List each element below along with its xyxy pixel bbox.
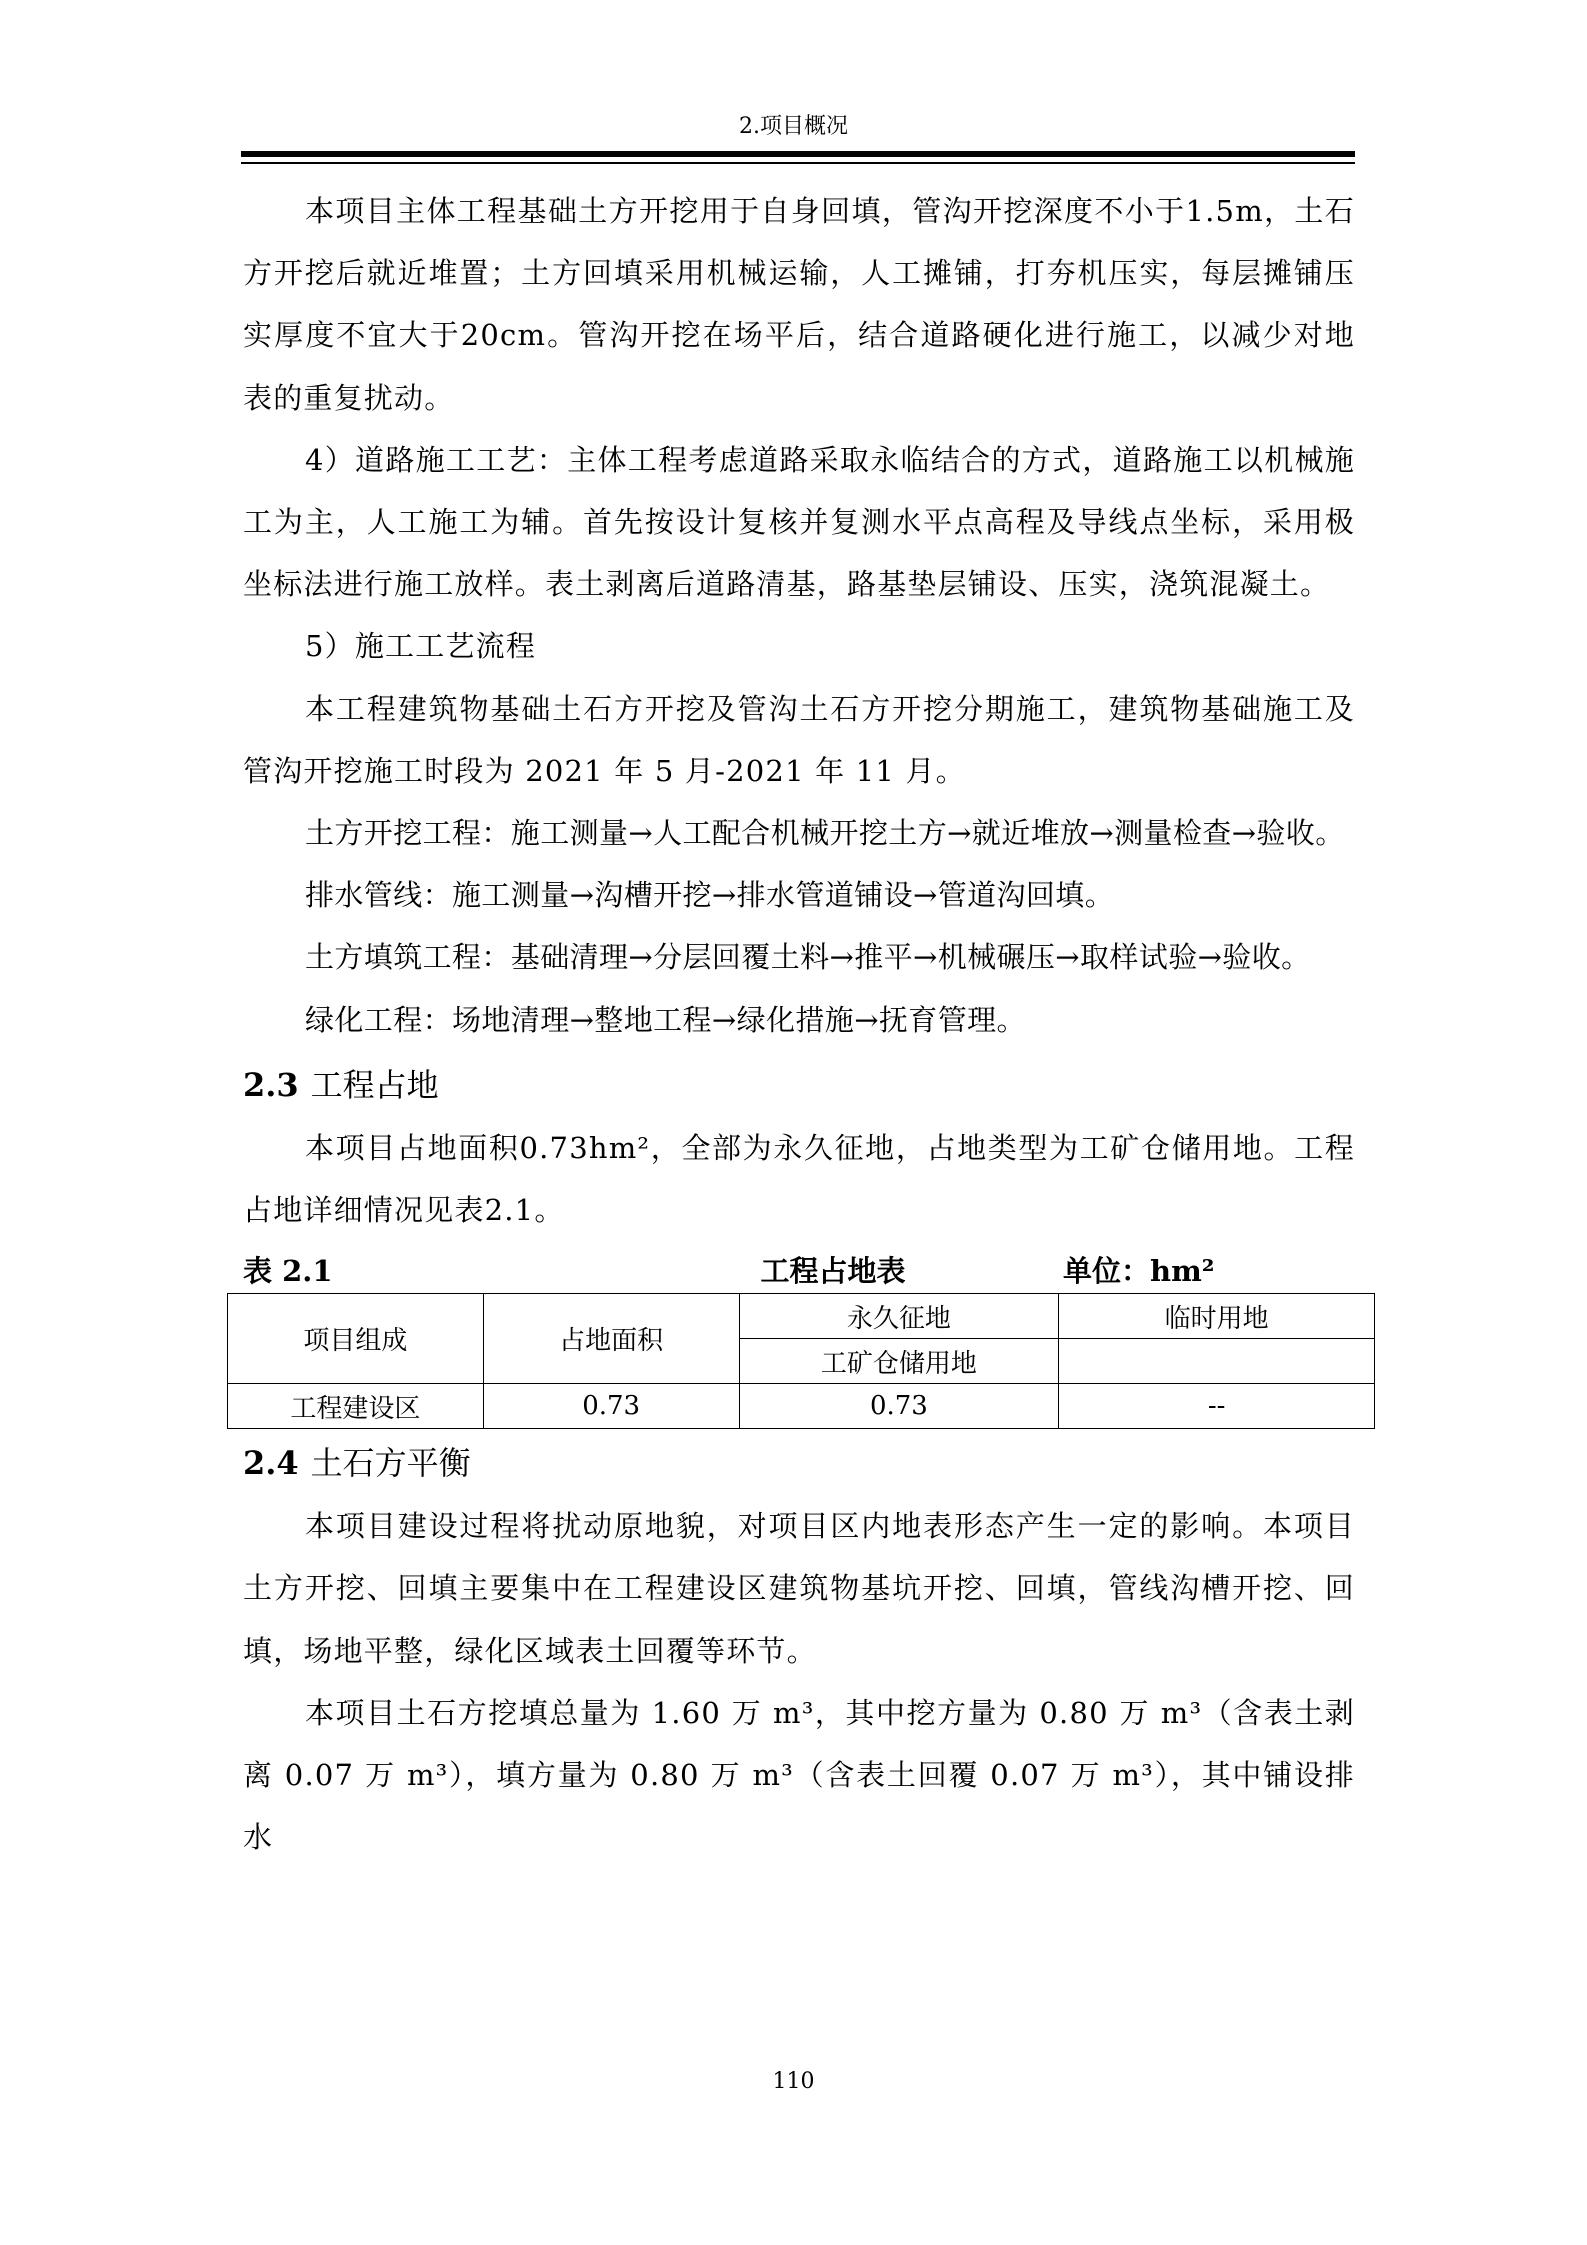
running-header: 2.项目概况 (739, 114, 848, 139)
table-cell: 0.73 (483, 1384, 739, 1429)
header-rule-thin (241, 162, 1355, 164)
header-cell: 临时用地 (1059, 1294, 1375, 1339)
table-title: 工程占地表 (760, 1254, 906, 1289)
header-rule-thick (241, 151, 1355, 157)
section-number: 2.3 (243, 1065, 299, 1104)
table-cell: 工程建设区 (228, 1384, 484, 1429)
section-title: 土石方平衡 (310, 1444, 471, 1483)
paragraph: 4）道路施工工艺：主体工程考虑道路采取永临结合的方式，道路施工以机械施工为主，人工施工为辅。首先按设计复核并复测水平点高程及导线点坐标，采用极坐标法进行施工放样。表土剥离后道路清基，路基垫层铺设、压实，浇筑混凝土。 (243, 442, 1355, 602)
page-number: 110 (772, 2069, 815, 2094)
document-body (243, 180, 1355, 1868)
land-occupation-table (227, 1293, 1375, 1429)
table-cell: -- (1059, 1384, 1375, 1429)
paragraph: 本项目土石方挖填总量为 1.60 万 m³，其中挖方量为 0.80 万 m³（含表土剥离 0.07 万 m³），填方量为 0.80 万 m³（含表土回覆 0.07 万 m³），其中铺设排水 (243, 1695, 1355, 1855)
header-cell: 工矿仓储用地 (739, 1339, 1059, 1384)
process-step: 土方开挖工程：施工测量→人工配合机械开挖土方→就近堆放→测量检查→验收。 (305, 816, 1345, 851)
paragraph: 本项目建设过程将扰动原地貌，对项目区内地表形态产生一定的影响。本项目土方开挖、回填主要集中在工程建设区建筑物基坑开挖、回填，管线沟槽开挖、回填，场地平整，绿化区域表土回覆等环节。 (243, 1509, 1355, 1668)
process-step: 排水管线：施工测量→沟槽开挖→排水管道铺设→管道沟回填。 (305, 878, 1115, 913)
table-row (228, 1384, 1375, 1429)
paragraph: 本工程建筑物基础土石方开挖及管沟土石方开挖分期施工，建筑物基础施工及管沟开挖施工时段为 2021 年 5 月-2021 年 11 月。 (243, 691, 1355, 788)
paragraph: 本项目主体工程基础土方开挖用于自身回填，管沟开挖深度不小于1.5m，土石方开挖后就近堆置；土方回填采用机械运输，人工摊铺，打夯机压实，每层摊铺压实厚度不宜大于20cm。管沟开挖在场平后，结合道路硬化进行施工，以减少对地表的重复扰动。 (243, 194, 1355, 415)
header-cell: 项目组成 (228, 1294, 484, 1384)
table-cell: 0.73 (739, 1384, 1059, 1429)
section-heading-2-4 (243, 1435, 1355, 1491)
process-step: 土方填筑工程：基础清理→分层回覆土料→推平→机械碾压→取样试验→验收。 (305, 940, 1311, 975)
section-heading-2-3 (243, 1057, 1355, 1113)
table-number: 表 2.1 (243, 1254, 333, 1289)
paragraph: 本项目占地面积0.73hm²，全部为永久征地，占地类型为工矿仓储用地。工程占地详细情况见表2.1。 (243, 1130, 1355, 1228)
header-cell: 永久征地 (739, 1294, 1059, 1339)
header-cell-empty (1059, 1339, 1375, 1384)
table-unit: 单位：hm² (1063, 1254, 1215, 1289)
process-step: 绿化工程：场地清理→整地工程→绿化措施→抚育管理。 (305, 1002, 1026, 1037)
paragraph: 5）施工工艺流程 (305, 629, 537, 664)
header-cell: 占地面积 (483, 1294, 739, 1384)
section-title: 工程占地 (310, 1065, 439, 1104)
section-number: 2.4 (243, 1444, 299, 1483)
table-caption (243, 1249, 1355, 1293)
